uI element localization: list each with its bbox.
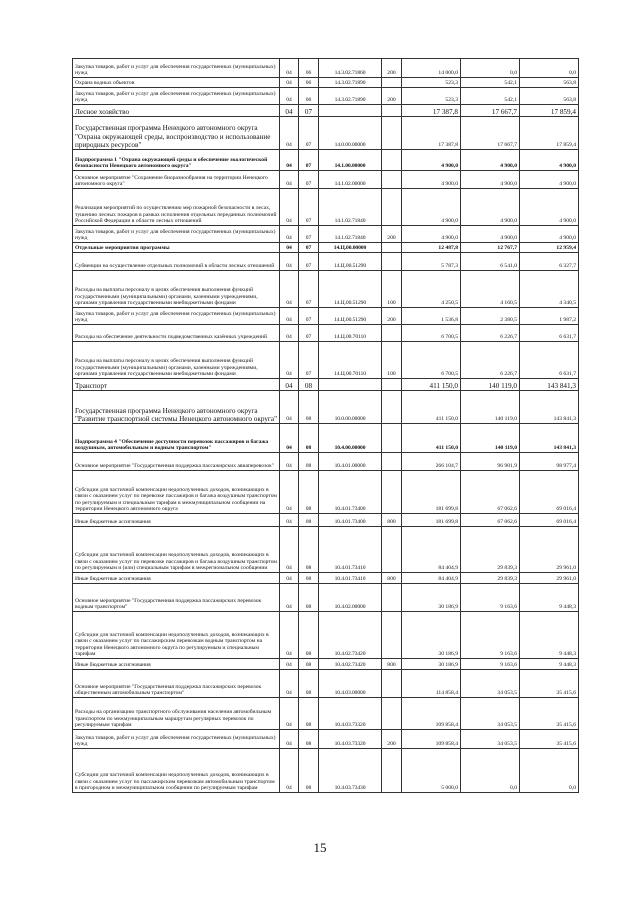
amount-year1-cell: 411 150,0 [402, 424, 461, 453]
table-row [73, 105, 579, 117]
amount-year2-cell: 9 163,6 [461, 612, 520, 659]
table-row [73, 670, 579, 698]
subsection-code-cell: 06 [299, 88, 319, 105]
expense-type-cell [382, 391, 402, 424]
table-row [73, 379, 579, 391]
amount-year1-cell: 109 858,4 [402, 730, 461, 749]
section-code-cell: 04 [280, 189, 299, 226]
target-article-cell: 10.4.03.73430 [319, 749, 382, 793]
expense-type-cell: 200 [382, 308, 402, 325]
amount-year2-cell: 4 900,0 [461, 226, 520, 243]
expense-type-cell [382, 171, 402, 189]
table-row [73, 171, 579, 189]
row-name-cell: Субсидии для частичной компенсации недополученных доходов, возникающих в связи с оказанием услуг по пассажирским перевозкам автомобильным транспортом в пригородном и межмуниципальном сообщении по регулируемым тарифам [73, 749, 280, 793]
amount-year2-cell: 4 900,0 [461, 189, 520, 226]
section-code-cell: 04 [280, 514, 299, 527]
amount-year3-cell: 9 448,3 [520, 612, 579, 659]
row-name-cell: Расходы на организацию транспортного обслуживания населения автомобильным транспортом по межмуниципальным маршрутам регулярных перевозок по регулируемым тарифам [73, 698, 280, 730]
expense-type-cell: 200 [382, 59, 402, 78]
row-name-cell: Государственная программа Ненецкого автономного округа "Развитие транспортной системы Ненецкого автономного округа" [73, 391, 280, 424]
row-name-cell: Транспорт [73, 379, 280, 391]
subsection-code-cell: 07 [299, 243, 319, 253]
amount-year3-cell: 6 327,7 [520, 253, 579, 271]
amount-year2-cell: 67 062,6 [461, 471, 520, 514]
amount-year1-cell: 17 387,8 [402, 105, 461, 117]
subsection-code-cell: 08 [299, 698, 319, 730]
section-code-cell: 04 [280, 670, 299, 698]
page-number: 15 [313, 840, 327, 855]
expense-type-cell [382, 253, 402, 271]
row-name-cell: Охрана водных объектов [73, 78, 280, 88]
section-code-cell: 04 [280, 573, 299, 584]
target-article-cell: 10.4.02.00000 [319, 584, 382, 612]
subsection-code-cell: 08 [299, 730, 319, 749]
amount-year2-cell: 6 541,0 [461, 253, 520, 271]
amount-year3-cell: 143 841,3 [520, 424, 579, 453]
expense-type-cell: 100 [382, 271, 402, 308]
section-code-cell: 04 [280, 342, 299, 379]
subsection-code-cell: 07 [299, 189, 319, 226]
amount-year2-cell: 140 119,0 [461, 391, 520, 424]
amount-year1-cell: 6 700,5 [402, 325, 461, 342]
target-article-cell: 10.4.02.73420 [319, 659, 382, 670]
amount-year2-cell: 9 163,6 [461, 584, 520, 612]
amount-year3-cell: 4 900,0 [520, 226, 579, 243]
section-code-cell: 04 [280, 325, 299, 342]
expense-type-cell [382, 117, 402, 150]
target-article-cell: 10.4.01.73400 [319, 471, 382, 514]
table-row [73, 730, 579, 749]
amount-year1-cell: 4 900,0 [402, 171, 461, 189]
target-article-cell: 10.4.02.73420 [319, 612, 382, 659]
row-name-cell: Основное мероприятие "Государственная поддержка пассажирских перевозок общественным автомобильным транспортом" [73, 670, 280, 698]
expense-type-cell [382, 453, 402, 471]
target-article-cell: 10.4.03.73320 [319, 730, 382, 749]
target-article-cell: 14.0.00.00000 [319, 117, 382, 150]
expense-type-cell [382, 189, 402, 226]
row-name-cell: Закупка товаров, работ и услуг для обеспечения государственных (муниципальных) нужд [73, 730, 280, 749]
amount-year2-cell: 67 062,6 [461, 514, 520, 527]
section-code-cell: 04 [280, 226, 299, 243]
target-article-cell: 14.1.00.00000 [319, 150, 382, 171]
amount-year1-cell: 5 000,0 [402, 749, 461, 793]
amount-year2-cell: 140 119,0 [461, 379, 520, 391]
amount-year2-cell: 6 226,7 [461, 325, 520, 342]
section-code-cell: 04 [280, 453, 299, 471]
table-row [73, 424, 579, 453]
amount-year2-cell: 4 900,0 [461, 150, 520, 171]
amount-year1-cell: 5 787,3 [402, 253, 461, 271]
expense-type-cell [382, 527, 402, 573]
section-code-cell: 04 [280, 59, 299, 78]
amount-year2-cell: 542,1 [461, 78, 520, 88]
table-row [73, 698, 579, 730]
target-article-cell: 10.4.01.00000 [319, 453, 382, 471]
table-row [73, 88, 579, 105]
section-code-cell: 04 [280, 171, 299, 189]
row-name-cell: Расходы на выплаты персоналу в целях обеспечения выполнения функций государственными (муниципальными) органами, казенными учреждениями, органами управления государственными внебюджетными фондами [73, 271, 280, 308]
subsection-code-cell: 07 [299, 150, 319, 171]
section-code-cell: 04 [280, 308, 299, 325]
amount-year3-cell: 4 900,0 [520, 150, 579, 171]
row-name-cell: Подпрограмма 4 "Обеспечение доступности перевозок пассажиров и багажа воздушным, автомобильным и водным транспортом" [73, 424, 280, 453]
target-article-cell: 14.1.02.71840 [319, 189, 382, 226]
amount-year2-cell: 96 901,9 [461, 453, 520, 471]
row-name-cell: Основное мероприятие "Государственная поддержка пассажирских перевозок водным транспортом" [73, 584, 280, 612]
subsection-code-cell: 08 [299, 379, 319, 391]
expense-type-cell [382, 78, 402, 88]
amount-year1-cell: 1 536,8 [402, 308, 461, 325]
amount-year1-cell: 14 000,0 [402, 59, 461, 78]
amount-year2-cell: 9 163,6 [461, 659, 520, 670]
amount-year1-cell: 181 699,8 [402, 514, 461, 527]
target-article-cell: 10.4.01.73410 [319, 573, 382, 584]
amount-year3-cell: 1 987,2 [520, 308, 579, 325]
amount-year3-cell: 563,8 [520, 88, 579, 105]
target-article-cell: 14.1.02.00000 [319, 171, 382, 189]
row-name-cell: Иные бюджетные ассигнования [73, 659, 280, 670]
amount-year3-cell: 143 841,3 [520, 379, 579, 391]
budget-table [72, 58, 579, 793]
row-name-cell: Подпрограмма 1 "Охрана окружающей среды и обеспечение экологической безопасности Ненецкого автономного округа" [73, 150, 280, 171]
section-code-cell: 04 [280, 105, 299, 117]
amount-year1-cell: 4 900,0 [402, 189, 461, 226]
row-name-cell: Основное мероприятие "Государственная поддержка пассажирских авиаперевозок" [73, 453, 280, 471]
expense-type-cell: 100 [382, 342, 402, 379]
section-code-cell: 04 [280, 253, 299, 271]
target-article-cell: 14.Ц.00.00000 [319, 243, 382, 253]
row-name-cell: Закупка товаров, работ и услуг для обеспечения государственных (муниципальных) нужд [73, 226, 280, 243]
table-row [73, 59, 579, 78]
table-row [73, 342, 579, 379]
amount-year3-cell: 35 415,6 [520, 730, 579, 749]
subsection-code-cell: 08 [299, 514, 319, 527]
subsection-code-cell: 08 [299, 612, 319, 659]
amount-year3-cell: 12 959,4 [520, 243, 579, 253]
table-row [73, 659, 579, 670]
amount-year1-cell: 109 858,4 [402, 698, 461, 730]
subsection-code-cell: 08 [299, 391, 319, 424]
target-article-cell: 14.3.02.71890 [319, 78, 382, 88]
section-code-cell: 04 [280, 271, 299, 308]
amount-year2-cell: 2 380,5 [461, 308, 520, 325]
row-name-cell: Расходы на выплаты персоналу в целях обеспечения выполнения функций государственными (муниципальными) органами, казенными учреждениями, органами управления государственными внебюджетными фондами [73, 342, 280, 379]
row-name-cell: Государственная программа Ненецкого автономного округа "Охрана окружающей среды, воспроизводство и использование природных ресурсов" [73, 117, 280, 150]
expense-type-cell [382, 612, 402, 659]
amount-year1-cell: 523,3 [402, 78, 461, 88]
amount-year2-cell: 29 839,3 [461, 527, 520, 573]
amount-year1-cell: 12 487,8 [402, 243, 461, 253]
expense-type-cell: 200 [382, 226, 402, 243]
target-article-cell: 14.Ц.00.70110 [319, 325, 382, 342]
target-article-cell: 10.4.03.00000 [319, 670, 382, 698]
section-code-cell: 04 [280, 612, 299, 659]
section-code-cell: 04 [280, 117, 299, 150]
row-name-cell: Закупка товаров, работ и услуг для обеспечения государственных (муниципальных) нужд [73, 88, 280, 105]
expense-type-cell: 800 [382, 659, 402, 670]
amount-year3-cell: 4 900,0 [520, 189, 579, 226]
amount-year2-cell: 12 767,7 [461, 243, 520, 253]
amount-year2-cell: 0,0 [461, 749, 520, 793]
row-name-cell: Расходы на обеспечение деятельности подведомственных казённых учреждений [73, 325, 280, 342]
table-row [73, 271, 579, 308]
row-name-cell: Отдельные мероприятия программы [73, 243, 280, 253]
row-name-cell: Закупка товаров, работ и услуг для обеспечения государственных (муниципальных) нужд [73, 59, 280, 78]
table-row [73, 391, 579, 424]
expense-type-cell [382, 698, 402, 730]
amount-year3-cell: 98 977,4 [520, 453, 579, 471]
subsection-code-cell: 07 [299, 226, 319, 243]
section-code-cell: 04 [280, 150, 299, 171]
target-article-cell: 14.Ц.00.51290 [319, 253, 382, 271]
amount-year3-cell: 35 415,6 [520, 670, 579, 698]
table-row [73, 584, 579, 612]
amount-year1-cell: 30 186,9 [402, 612, 461, 659]
expense-type-cell [382, 105, 402, 117]
table-row [73, 78, 579, 88]
table-row [73, 308, 579, 325]
section-code-cell: 04 [280, 243, 299, 253]
amount-year1-cell: 30 186,9 [402, 659, 461, 670]
amount-year3-cell: 0,0 [520, 749, 579, 793]
subsection-code-cell: 06 [299, 78, 319, 88]
table-row [73, 117, 579, 150]
section-code-cell: 04 [280, 698, 299, 730]
amount-year1-cell: 411 150,0 [402, 379, 461, 391]
section-code-cell: 04 [280, 584, 299, 612]
target-article-cell: 14.Ц.00.51290 [319, 271, 382, 308]
amount-year1-cell: 4 250,5 [402, 271, 461, 308]
amount-year2-cell: 34 053,5 [461, 670, 520, 698]
amount-year3-cell: 69 016,4 [520, 514, 579, 527]
table-row [73, 471, 579, 514]
amount-year1-cell: 114 858,4 [402, 670, 461, 698]
row-name-cell: Реализация мероприятий по осуществлению мер пожарной безопасности в лесах, тушению лесных пожаров в рамках исполнения отдельных переданных полномочий Российской Федерации в области лесных отношений [73, 189, 280, 226]
expense-type-cell: 800 [382, 514, 402, 527]
table-row [73, 612, 579, 659]
amount-year2-cell: 29 839,3 [461, 573, 520, 584]
amount-year2-cell: 0,0 [461, 59, 520, 78]
table-row [73, 150, 579, 171]
amount-year3-cell: 9 448,3 [520, 584, 579, 612]
amount-year3-cell: 4 340,5 [520, 271, 579, 308]
subsection-code-cell: 07 [299, 308, 319, 325]
expense-type-cell [382, 243, 402, 253]
table-row [73, 253, 579, 271]
table-row [73, 325, 579, 342]
subsection-code-cell: 08 [299, 670, 319, 698]
expense-type-cell: 200 [382, 88, 402, 105]
section-code-cell: 04 [280, 730, 299, 749]
expense-type-cell [382, 150, 402, 171]
amount-year1-cell: 4 900,0 [402, 226, 461, 243]
table-row [73, 573, 579, 584]
amount-year3-cell: 9 448,3 [520, 659, 579, 670]
amount-year3-cell: 6 631,7 [520, 325, 579, 342]
row-name-cell: Субсидии для частичной компенсации недополученных доходов, возникающих в связи с оказанием услуг по пассажирским перевозкам водным транспортом на территории Ненецкого автономного округа по регулируемым и специальным тарифам [73, 612, 280, 659]
amount-year3-cell: 17 859,4 [520, 117, 579, 150]
target-article-cell: 10.4.01.73400 [319, 514, 382, 527]
section-code-cell: 04 [280, 471, 299, 514]
row-name-cell: Иные бюджетные ассигнования [73, 514, 280, 527]
target-article-cell: 10.4.00.00000 [319, 424, 382, 453]
amount-year3-cell: 6 631,7 [520, 342, 579, 379]
expense-type-cell [382, 379, 402, 391]
amount-year3-cell: 4 900,0 [520, 171, 579, 189]
amount-year1-cell: 266 104,7 [402, 453, 461, 471]
amount-year1-cell: 84 404,9 [402, 527, 461, 573]
expense-type-cell: 800 [382, 573, 402, 584]
subsection-code-cell: 08 [299, 527, 319, 573]
target-article-cell: 14.Ц.00.70110 [319, 342, 382, 379]
expense-type-cell [382, 670, 402, 698]
row-name-cell: Субсидии для частичной компенсации недополученных доходов, возникающих в связи с оказанием услуг по перевозке пассажиров и багажа воздушным транспортом по регулируемым и (или) специальным тарифам в межрегиональном сообщении [73, 527, 280, 573]
section-code-cell: 04 [280, 88, 299, 105]
subsection-code-cell: 07 [299, 117, 319, 150]
target-article-cell: 10.4.01.73410 [319, 527, 382, 573]
target-article-cell: 10.0.00.00000 [319, 391, 382, 424]
amount-year3-cell: 29 961,0 [520, 527, 579, 573]
amount-year2-cell: 140 119,0 [461, 424, 520, 453]
amount-year2-cell: 4 160,5 [461, 271, 520, 308]
expense-type-cell [382, 749, 402, 793]
amount-year1-cell: 181 699,8 [402, 471, 461, 514]
expense-type-cell [382, 471, 402, 514]
subsection-code-cell: 08 [299, 749, 319, 793]
target-article-cell [319, 105, 382, 117]
amount-year1-cell: 523,3 [402, 88, 461, 105]
section-code-cell: 04 [280, 749, 299, 793]
amount-year3-cell: 35 415,6 [520, 698, 579, 730]
expense-type-cell: 200 [382, 730, 402, 749]
target-article-cell: 14.1.02.71840 [319, 226, 382, 243]
row-name-cell: Субсидии для частичной компенсации недополученных доходов, возникающих в связи с оказанием услуг по перевозке пассажиров и багажа воздушным транспортом по регулируемым и специальным тарифам в межмуниципальном сообщении на территории Ненецкого автономного округа [73, 471, 280, 514]
section-code-cell: 04 [280, 391, 299, 424]
row-name-cell: Закупка товаров, работ и услуг для обеспечения государственных (муниципальных) нужд [73, 308, 280, 325]
amount-year3-cell: 143 841,3 [520, 391, 579, 424]
amount-year3-cell: 0,0 [520, 59, 579, 78]
subsection-code-cell: 07 [299, 105, 319, 117]
section-code-cell: 04 [280, 527, 299, 573]
target-article-cell [319, 379, 382, 391]
amount-year1-cell: 17 387,8 [402, 117, 461, 150]
row-name-cell: Субвенции на осуществление отдельных полномочий в области лесных отношений [73, 253, 280, 271]
target-article-cell: 14.3.02.71890 [319, 88, 382, 105]
amount-year1-cell: 6 700,5 [402, 342, 461, 379]
subsection-code-cell: 08 [299, 424, 319, 453]
amount-year1-cell: 4 900,0 [402, 150, 461, 171]
row-name-cell: Основное мероприятие "Сохранение биоразнообрания на территории Ненецкого автономного округа" [73, 171, 280, 189]
table-row [73, 749, 579, 793]
target-article-cell: 14.3.02.71860 [319, 59, 382, 78]
amount-year2-cell: 4 900,0 [461, 171, 520, 189]
amount-year2-cell: 34 053,5 [461, 698, 520, 730]
amount-year1-cell: 84 404,9 [402, 573, 461, 584]
subsection-code-cell: 07 [299, 342, 319, 379]
expense-type-cell [382, 584, 402, 612]
amount-year1-cell: 411 150,0 [402, 391, 461, 424]
table-row [73, 514, 579, 527]
table-body [73, 59, 579, 793]
table-row [73, 226, 579, 243]
subsection-code-cell: 06 [299, 59, 319, 78]
amount-year2-cell: 17 667,7 [461, 105, 520, 117]
expense-type-cell [382, 424, 402, 453]
subsection-code-cell: 08 [299, 659, 319, 670]
subsection-code-cell: 08 [299, 471, 319, 514]
subsection-code-cell: 07 [299, 325, 319, 342]
section-code-cell: 04 [280, 659, 299, 670]
table-row [73, 189, 579, 226]
expense-type-cell [382, 325, 402, 342]
section-code-cell: 04 [280, 424, 299, 453]
subsection-code-cell: 08 [299, 573, 319, 584]
target-article-cell: 14.Ц.00.51290 [319, 308, 382, 325]
section-code-cell: 04 [280, 78, 299, 88]
amount-year2-cell: 34 053,5 [461, 730, 520, 749]
subsection-code-cell: 08 [299, 453, 319, 471]
target-article-cell: 10.4.03.73320 [319, 698, 382, 730]
subsection-code-cell: 07 [299, 253, 319, 271]
amount-year2-cell: 6 226,7 [461, 342, 520, 379]
amount-year2-cell: 17 667,7 [461, 117, 520, 150]
amount-year3-cell: 563,8 [520, 78, 579, 88]
amount-year3-cell: 29 961,0 [520, 573, 579, 584]
subsection-code-cell: 07 [299, 271, 319, 308]
amount-year2-cell: 542,1 [461, 88, 520, 105]
table-row [73, 453, 579, 471]
subsection-code-cell: 08 [299, 584, 319, 612]
table-row [73, 243, 579, 253]
row-name-cell: Иные бюджетные ассигнования [73, 573, 280, 584]
table-row [73, 527, 579, 573]
amount-year1-cell: 30 186,9 [402, 584, 461, 612]
amount-year3-cell: 17 859,4 [520, 105, 579, 117]
section-code-cell: 04 [280, 379, 299, 391]
row-name-cell: Лесное хозяйство [73, 105, 280, 117]
subsection-code-cell: 07 [299, 171, 319, 189]
amount-year3-cell: 69 016,4 [520, 471, 579, 514]
